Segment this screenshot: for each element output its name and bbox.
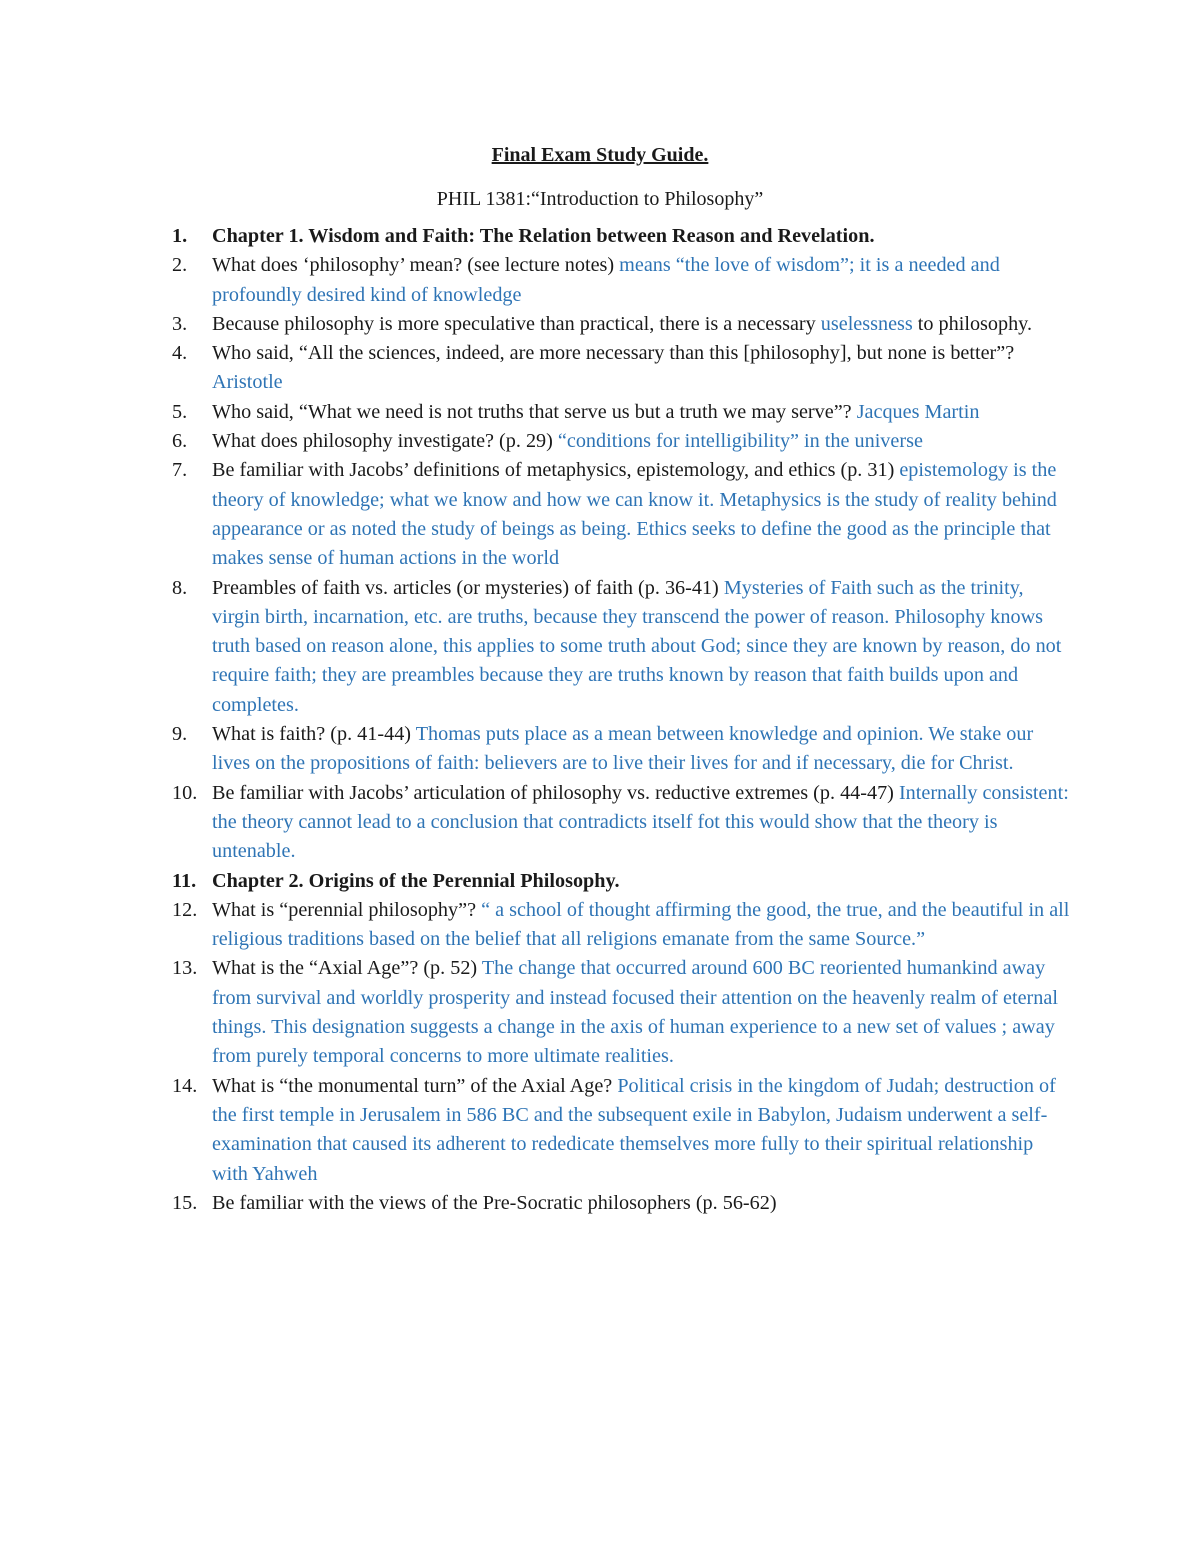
document-title: Final Exam Study Guide. bbox=[491, 144, 709, 166]
question-list bbox=[172, 222, 1070, 1218]
item-number: 9. bbox=[172, 723, 188, 746]
item-number: 3. bbox=[172, 312, 188, 335]
item-number: 8. bbox=[172, 576, 188, 599]
question-text: Chapter 2. Origins of the Perennial Philosophy. bbox=[212, 869, 620, 892]
question-text: Be familiar with the views of the Pre-Socratic philosophers (p. 56-62) bbox=[212, 1191, 777, 1214]
item-number: 4. bbox=[172, 342, 188, 365]
item-number: 13. bbox=[172, 957, 198, 980]
question-text: What does philosophy investigate? (p. 29) bbox=[212, 430, 558, 453]
list-item bbox=[172, 398, 1070, 427]
answer-text: Internally consistent: the theory cannot lead to a conclusion that contradicts itself fot this would show that the theory is untenable. bbox=[212, 781, 1069, 863]
question-text: Because philosophy is more speculative than practical, there is a necessary bbox=[212, 312, 821, 335]
question-text: What does ‘philosophy’ mean? (see lecture notes) bbox=[212, 254, 620, 277]
item-number: 6. bbox=[172, 430, 188, 453]
question-text: What is “perennial philosophy”? bbox=[212, 898, 482, 921]
answer-text: Aristotle bbox=[212, 371, 283, 394]
item-number: 12. bbox=[172, 898, 198, 921]
answer-text: epistemology is the theory of knowledge; what we know and how we can know it. Metaphysics is the study of reality behind appearance or as noted the study of beings as being. Ethics seeks to define the good as the principle that makes sense of human actions in the world bbox=[212, 459, 1057, 570]
question-text: Chapter 1. Wisdom and Faith: The Relation between Reason and Revelation. bbox=[212, 225, 875, 247]
list-item bbox=[172, 896, 1070, 955]
question-text: What is the “Axial Age”? (p. 52) bbox=[212, 957, 482, 980]
answer-text: “conditions for intelligibility” in the universe bbox=[557, 430, 923, 453]
item-number: 11. bbox=[172, 869, 197, 892]
answer-text: Mysteries of Faith such as the trinity, virgin birth, incarnation, etc. are truths, because they transcend the power of reason. Philosophy knows truth based on reason alone, this applies to some truth about God; since they are known by reason, do not require faith; they are preambles because they are truths known by reason that faith builds upon and completes. bbox=[212, 576, 1062, 716]
answer-text: uselessness bbox=[820, 312, 913, 335]
item-number: 14. bbox=[172, 1074, 198, 1097]
list-item bbox=[172, 310, 1070, 339]
question-text: Who said, “All the sciences, indeed, are more necessary than this [philosophy], but none is better”? bbox=[212, 342, 1015, 365]
answer-text: The change that occurred around 600 BC reoriented humankind away from survival and worldly prosperity and instead focused their attention on the heavenly realm of eternal things. This designation suggests a change in the axis of human experience to a new set of values ; away from purely temporal concerns to more ultimate realities. bbox=[212, 957, 1058, 1068]
item-number: 5. bbox=[172, 400, 188, 423]
answer-text: Jacques Martin bbox=[856, 400, 980, 423]
chapter-heading-1 bbox=[172, 222, 1070, 251]
item-number: 7. bbox=[172, 459, 188, 482]
answer-text: “ a school of thought affirming the good, the true, and the beautiful in all religious traditions based on the belief that all religions emanate from the same Source.” bbox=[212, 898, 1070, 951]
list-item bbox=[172, 954, 1070, 1071]
list-item bbox=[172, 574, 1070, 720]
question-text: Be familiar with Jacobs’ definitions of metaphysics, epistemology, and ethics (p. 31) bbox=[212, 459, 900, 482]
question-text-after: to philosophy. bbox=[912, 312, 1033, 335]
list-item bbox=[172, 339, 1070, 398]
question-text: Who said, “What we need is not truths that serve us but a truth we may serve”? bbox=[212, 400, 857, 423]
chapter-heading-2 bbox=[172, 867, 1070, 896]
list-item bbox=[172, 427, 1070, 456]
question-text: What is faith? (p. 41-44) bbox=[212, 723, 416, 746]
list-item bbox=[172, 1189, 1070, 1218]
question-text: Be familiar with Jacobs’ articulation of philosophy vs. reductive extremes (p. 44-47) bbox=[212, 781, 899, 804]
question-text: What is “the monumental turn” of the Axial Age? bbox=[212, 1074, 618, 1097]
answer-text: Thomas puts place as a mean between knowledge and opinion. We stake our lives on the propositions of faith: believers are to live their lives for and if necessary, die for Christ. bbox=[212, 723, 1034, 775]
item-number: 1. bbox=[172, 225, 188, 247]
item-number: 15. bbox=[172, 1191, 198, 1214]
list-item bbox=[172, 720, 1070, 779]
item-number: 10. bbox=[172, 781, 198, 804]
answer-text: means “the love of wisdom”; it is a needed and profoundly desired kind of knowledge bbox=[212, 254, 1000, 306]
list-item bbox=[172, 251, 1070, 310]
item-number: 2. bbox=[172, 254, 188, 277]
answer-text: Political crisis in the kingdom of Judah; destruction of the first temple in Jerusalem in 586 BC and the subsequent exile in Babylon, Judaism underwent a self-examination that caused its adherent to rededicate themselves more fully to their spiritual relationship with Yahweh bbox=[212, 1074, 1056, 1185]
list-item bbox=[172, 456, 1070, 573]
question-text: Preambles of faith vs. articles (or mysteries) of faith (p. 36-41) bbox=[212, 576, 724, 599]
document-subtitle: PHIL 1381:“Introduction to Philosophy” bbox=[436, 188, 764, 210]
list-item bbox=[172, 779, 1070, 867]
list-item bbox=[172, 1072, 1070, 1189]
